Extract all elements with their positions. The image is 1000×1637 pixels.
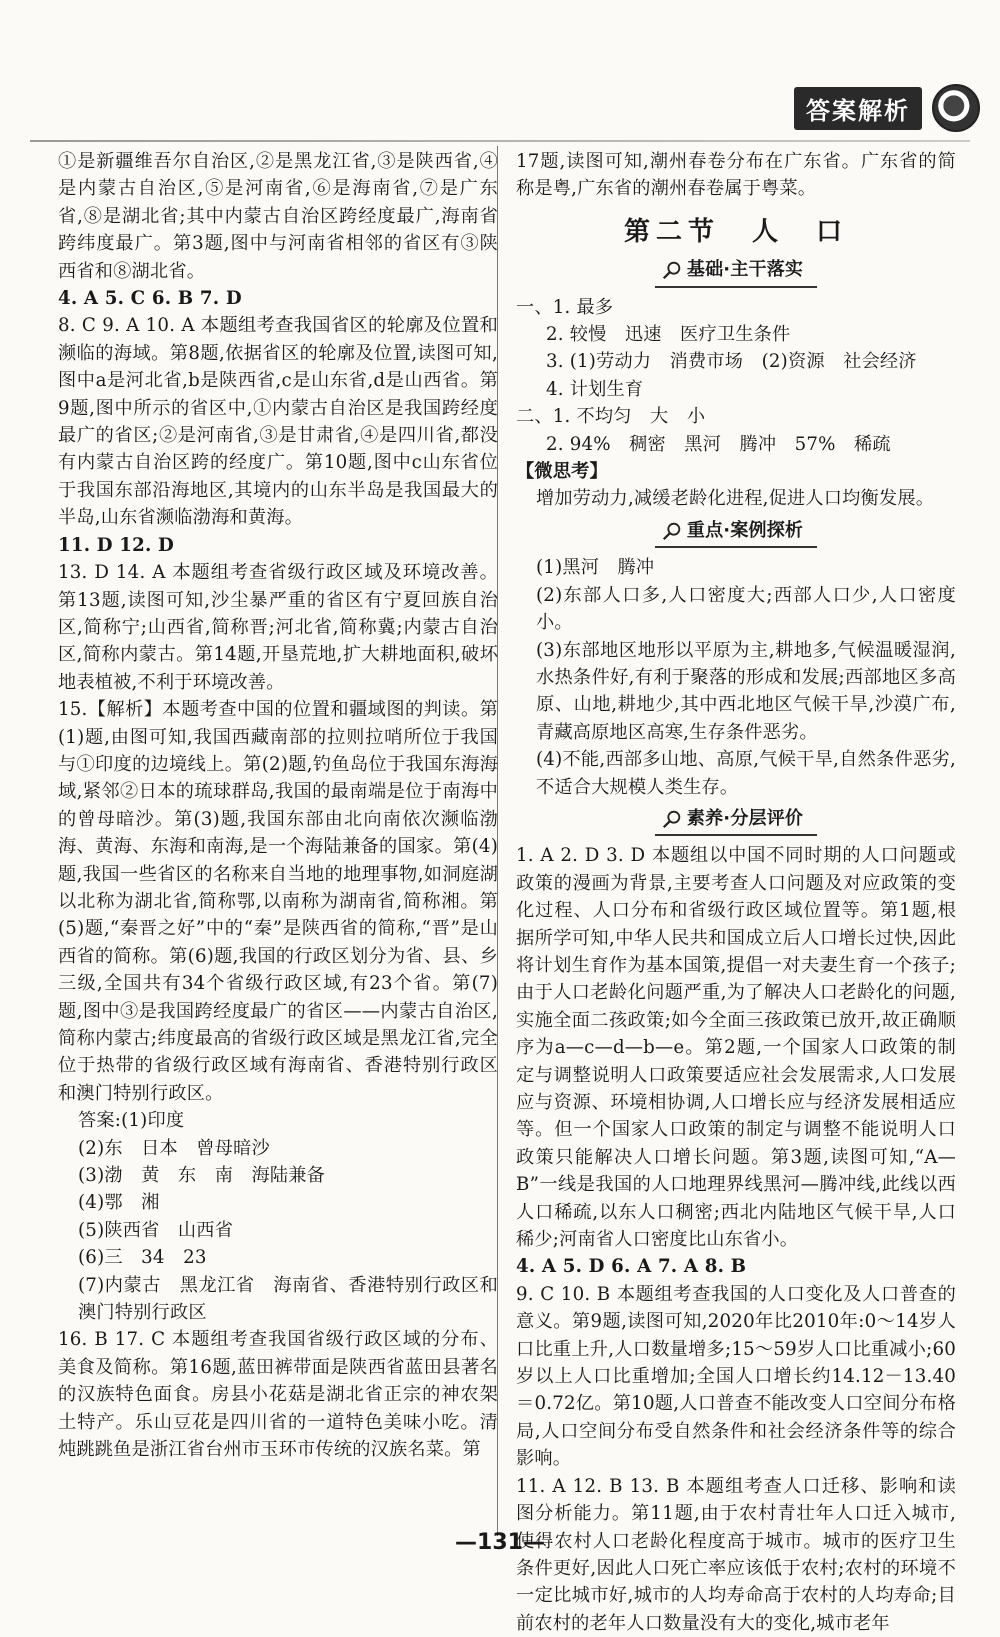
paragraph: 15.【解析】本题考查中国的位置和疆域图的判读。第(1)题,由图可知,我国西藏南部的拉则拉哨所位于我国与①印度的边境线上。第(2)题,钓鱼岛位于我国东海海域,紧邻②日本的琉球群岛,我国的最南端是位于南海中的曾母暗沙。第(3)题,我国东部由北向南依次濒临渤海、黄海、东海和南海,是一个海陆兼备的国家。第(4)题,我国一些省区的名称来自当地的地理事物,如洞庭湖以北称为湖北省,简称鄂,以南称为湖南省,简称湘。第(5)题,“秦晋之好”中的“秦”是陕西省的简称,“晋”是山西省的简称。第(6)题,我国的行政区划分为省、县、乡三级,全国共有34个省级行政区域,有23个省。第(7)题,图中③是我国跨经度最广的省区——内蒙古自治区,简称内蒙古;纬度最高的省级行政区域是黑龙江省,完全位于热带的省级行政区域有海南省、香港特别行政区和澳门特别行政区。 [58, 699, 498, 1104]
answer-line: 2. 94% 稠密 黑河 腾冲 57% 稀疏 [546, 433, 891, 455]
answer-line: 4. A 5. C 6. B 7. D [58, 288, 242, 310]
paragraph: 16. B 17. C 本题组考查我国省级行政区域的分布、美食及简称。第16题,蓝田裤带面是陕西省蓝田县著名的汉族特色面食。房县小花菇是湖北省正宗的神农架土特产。乐山豆花是四川省的一道特色美味小吃。清炖跳跳鱼是浙江省台州市玉环市传统的汉族名菜。第 [58, 1329, 498, 1461]
paragraph: (3)东部地区地形以平原为主,耕地多,气候温暖湿润,水热条件好,有利于聚落的形成和发展;西部地区多高原、山地,耕地少,其中西北地区气候干旱,沙漠广布,青藏高原地区高寒,生存条件恶劣。 [536, 639, 956, 743]
page-header [680, 82, 980, 134]
subsection-heading [516, 517, 956, 548]
paragraph: 11. A 12. B 13. B 本题组考查人口迁移、影响和读图分析能力。第11题,由于农村青壮年人口迁入城市,使得农村人口老龄化程度高于城市。城市的医疗卫生条件更好,因此人口死亡率应该低于农村;农村的环境不一定比城市好,城市的人均寿命高于农村的人均寿命;目前农村的老年人口数量没有大的变化,城市老年 [516, 1475, 956, 1634]
answer-line: 11. D 12. D [58, 534, 175, 556]
page-number: —131— [455, 1530, 545, 1555]
paragraph: 1. A 2. D 3. D 本题组以中国不同时期的人口问题或政策的漫画为背景,主要考查人口问题及对应政策的变化过程、人口分布和省级行政区域位置等。第1题,根据所学可知,中华人民共和国成立后人口增长过快,因此将计划生育作为基本国策,提倡一对夫妻生育一个孩子;由于人口老龄化问题严重,为了解决人口老龄化的问题,实施全面二孩政策;如今全面三孩政策已放开,故正确顺序为a—c—d—b—e。第2题,一个国家人口政策的制定与调整说明人口政策要适应社会发展需求,人口发展应与资源、环境相协调,人口增长应与经济发展相适应等。但一个国家人口政策的制定与调整不能说明人口政策只能解决人口增长问题。第3题,读图可知,“A—B”一线是我国的人口地理界线黑河—腾冲线,此线以西人口稀疏,以东人口稠密;西北内陆地区气候干旱,人口稀少;河南省人口密度比山东省小。 [516, 845, 956, 1251]
answer-line: 2. 较慢 迅速 医疗卫生条件 [546, 324, 791, 346]
answer-line: 答案:(1)印度 [78, 1110, 185, 1132]
subsection-heading [516, 256, 956, 287]
header-rule [30, 140, 970, 142]
right-column [516, 148, 956, 1637]
subsection-heading-label: 素养·分层评价 [686, 807, 804, 829]
answer-line: 二、1. 不均匀 大 小 [516, 406, 706, 428]
answer-line: (7)内蒙古 黑龙江省 海南省、香港特别行政区和澳门特别行政区 [78, 1274, 498, 1324]
paragraph: ①是新疆维吾尔自治区,②是黑龙江省,③是陕西省,④是内蒙古自治区,⑤是河南省,⑥是海南省,⑦是广东省,⑧是湖北省;其中内蒙古自治区跨经度最广,海南省跨纬度最广。第3题,图中与河南省相邻的省区有③陕西省和⑧湖北省。 [58, 151, 498, 282]
paragraph: 17题,读图可知,潮州春卷分布在广东省。广东省的简称是粤,广东省的潮州春卷属于粤菜。 [516, 151, 956, 200]
magnifier-icon [661, 520, 683, 542]
answer-line: (2)东部人口多,人口密度大;西部人口少,人口密度小。 [536, 584, 956, 634]
answer-line: 一、1. 最多 [516, 296, 614, 318]
subsection-heading-label: 基础·主干落实 [686, 259, 804, 281]
answer-line: 3. (1)劳动力 消费市场 (2)资源 社会经济 [546, 351, 917, 373]
subsection-heading [516, 805, 956, 836]
answer-line: (5)陕西省 山西省 [78, 1219, 234, 1241]
left-column [58, 148, 498, 1464]
magnifier-icon [661, 259, 683, 281]
paragraph: 9. C 10. B 本题组考查我国的人口变化及人口普查的意义。第9题,读图可知,2020年比2010年:0～14岁人口比重上升,人口数量增多;15～59岁人口比重减小;60岁以上人口比重增加;全国人口增长约14.12－13.40＝0.72亿。第10题,人口普查不能改变人口空间分布格局,人口空间分布受自然条件和社会经济条件等的综合影响。 [516, 1283, 956, 1470]
answer-line: (3)渤 黄 东 南 海陆兼备 [78, 1165, 326, 1187]
answer-line: 4. A 5. D 6. A 7. A 8. B [516, 1256, 747, 1278]
answer-line: (1)黑河 腾冲 [536, 557, 655, 579]
paragraph: (4)不能,西部多山地、高原,气候干旱,自然条件恶劣,不适合大规模人类生存。 [536, 749, 956, 798]
header-title: 答案解析 [794, 87, 922, 130]
magnifier-icon [661, 808, 683, 830]
header-logo-icon [932, 84, 980, 132]
answer-line: (4)鄂 湘 [78, 1192, 160, 1214]
answer-line: 4. 计划生育 [546, 378, 644, 400]
subsection-heading-label: 重点·案例探析 [686, 519, 804, 541]
answer-line: (2)东 日本 曾母暗沙 [78, 1137, 270, 1159]
micro-thinking-label: 【微思考】 [516, 461, 608, 483]
answer-line: (6)三 34 23 [78, 1247, 207, 1269]
paragraph: 增加劳动力,减缓老龄化进程,促进人口均衡发展。 [536, 488, 935, 510]
paragraph: 8. C 9. A 10. A 本题组考查我国省区的轮廓及位置和濒临的海域。第8题,依据省区的轮廓及位置,读图可知,图中a是河北省,b是陕西省,c是山东省,d是山西省。第9题,图中所示的省区中,①内蒙古自治区是我国跨经度最广的省区;②是河南省,③是甘肃省,④是四川省,都没有内蒙古自治区跨的经度广。第10题,图中c山东省位于我国东部沿海地区,其境内的山东半岛是我国最大的半岛,山东省濒临渤海和黄海。 [58, 315, 498, 529]
paragraph: 13. D 14. A 本题组考查省级行政区域及环境改善。第13题,读图可知,沙尘暴严重的省区有宁夏回族自治区,简称宁;山西省,简称晋;河北省,简称冀;内蒙古自治区,简称内蒙古。第14题,开垦荒地,扩大耕地面积,破坏地表植被,不利于环境改善。 [58, 562, 498, 693]
section-title: 第二节 人 口 [623, 216, 848, 247]
